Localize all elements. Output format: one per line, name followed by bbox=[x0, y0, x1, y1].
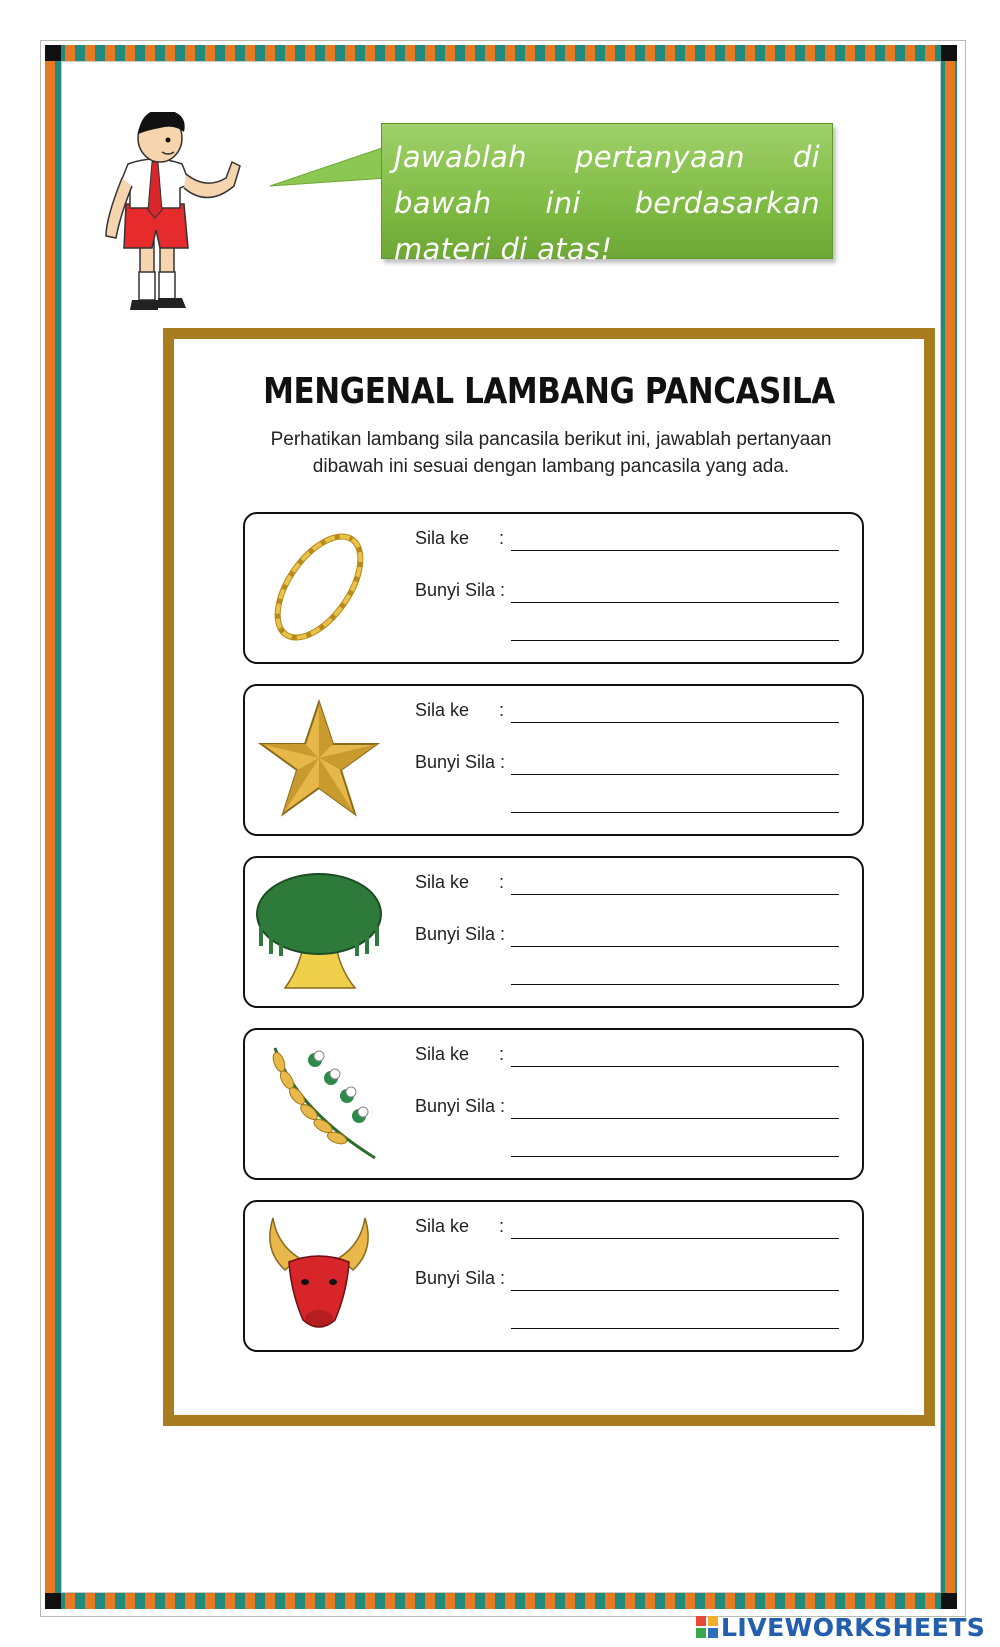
sila-ke-label: Sila ke bbox=[415, 872, 470, 892]
bunyi-sila-answer-line[interactable] bbox=[511, 946, 839, 947]
sila-ke-answer-line[interactable] bbox=[511, 550, 839, 551]
speech-bubble-text: Jawablah pertanyaan di bawah ini berdasarkan materi di atas! bbox=[394, 140, 820, 266]
sila-ke-label: Sila ke bbox=[415, 528, 470, 548]
instruction-text: Perhatikan lambang sila pancasila berikut ini, jawablah pertanyaan dibawah ini sesuai dengan lambang pancasila yang ada. bbox=[270, 429, 832, 477]
sila-ke-answer-line[interactable] bbox=[511, 722, 839, 723]
chain-icon bbox=[255, 522, 383, 652]
bunyi-sila-label: Bunyi Sila : bbox=[415, 580, 506, 600]
sila-ke-label: Sila ke bbox=[415, 1216, 470, 1236]
speech-bubble bbox=[381, 123, 833, 266]
bunyi-sila-answer-line-2[interactable] bbox=[511, 984, 839, 985]
bunyi-sila-answer-line[interactable] bbox=[511, 1118, 839, 1119]
bunyi-sila-answer-line[interactable] bbox=[511, 1290, 839, 1291]
colon: : bbox=[499, 700, 505, 720]
star-icon bbox=[255, 694, 383, 824]
liveworksheets-logo-icon bbox=[696, 1616, 718, 1638]
sila-ke-label: Sila ke bbox=[415, 700, 470, 720]
corner-decoration bbox=[941, 1593, 957, 1609]
colon: : bbox=[499, 1044, 505, 1064]
bunyi-sila-answer-line[interactable] bbox=[511, 602, 839, 603]
sila-ke-label: Sila ke bbox=[415, 1044, 470, 1064]
bunyi-sila-label: Bunyi Sila : bbox=[415, 924, 506, 944]
sila-card-5 bbox=[243, 1200, 864, 1352]
corner-decoration bbox=[45, 1593, 61, 1609]
colon: : bbox=[499, 528, 505, 548]
liveworksheets-logo bbox=[696, 1612, 985, 1642]
bunyi-sila-label: Bunyi Sila : bbox=[415, 1268, 506, 1288]
sila-card-1 bbox=[243, 512, 864, 664]
sila-card-2 bbox=[243, 684, 864, 836]
bunyi-sila-label: Bunyi Sila : bbox=[415, 752, 506, 772]
page-title: MENGENAL LAMBANG PANCASILA bbox=[263, 371, 835, 412]
colon: : bbox=[499, 1216, 505, 1236]
sila-ke-answer-line[interactable] bbox=[511, 894, 839, 895]
sila-card-3 bbox=[243, 856, 864, 1008]
colon: : bbox=[499, 872, 505, 892]
sila-card-4 bbox=[243, 1028, 864, 1180]
sila-ke-answer-line[interactable] bbox=[511, 1238, 839, 1239]
sila-ke-answer-line[interactable] bbox=[511, 1066, 839, 1067]
bunyi-sila-label: Bunyi Sila : bbox=[415, 1096, 506, 1116]
rice-cotton-icon bbox=[255, 1038, 383, 1168]
bunyi-sila-answer-line-2[interactable] bbox=[511, 640, 839, 641]
bunyi-sila-answer-line-2[interactable] bbox=[511, 812, 839, 813]
bunyi-sila-answer-line-2[interactable] bbox=[511, 1156, 839, 1157]
bunyi-sila-answer-line[interactable] bbox=[511, 774, 839, 775]
logo-text: LIVEWORKSHEETS bbox=[721, 1612, 986, 1642]
bunyi-sila-answer-line-2[interactable] bbox=[511, 1328, 839, 1329]
banyan-tree-icon bbox=[255, 866, 383, 996]
bull-head-icon bbox=[255, 1210, 383, 1340]
